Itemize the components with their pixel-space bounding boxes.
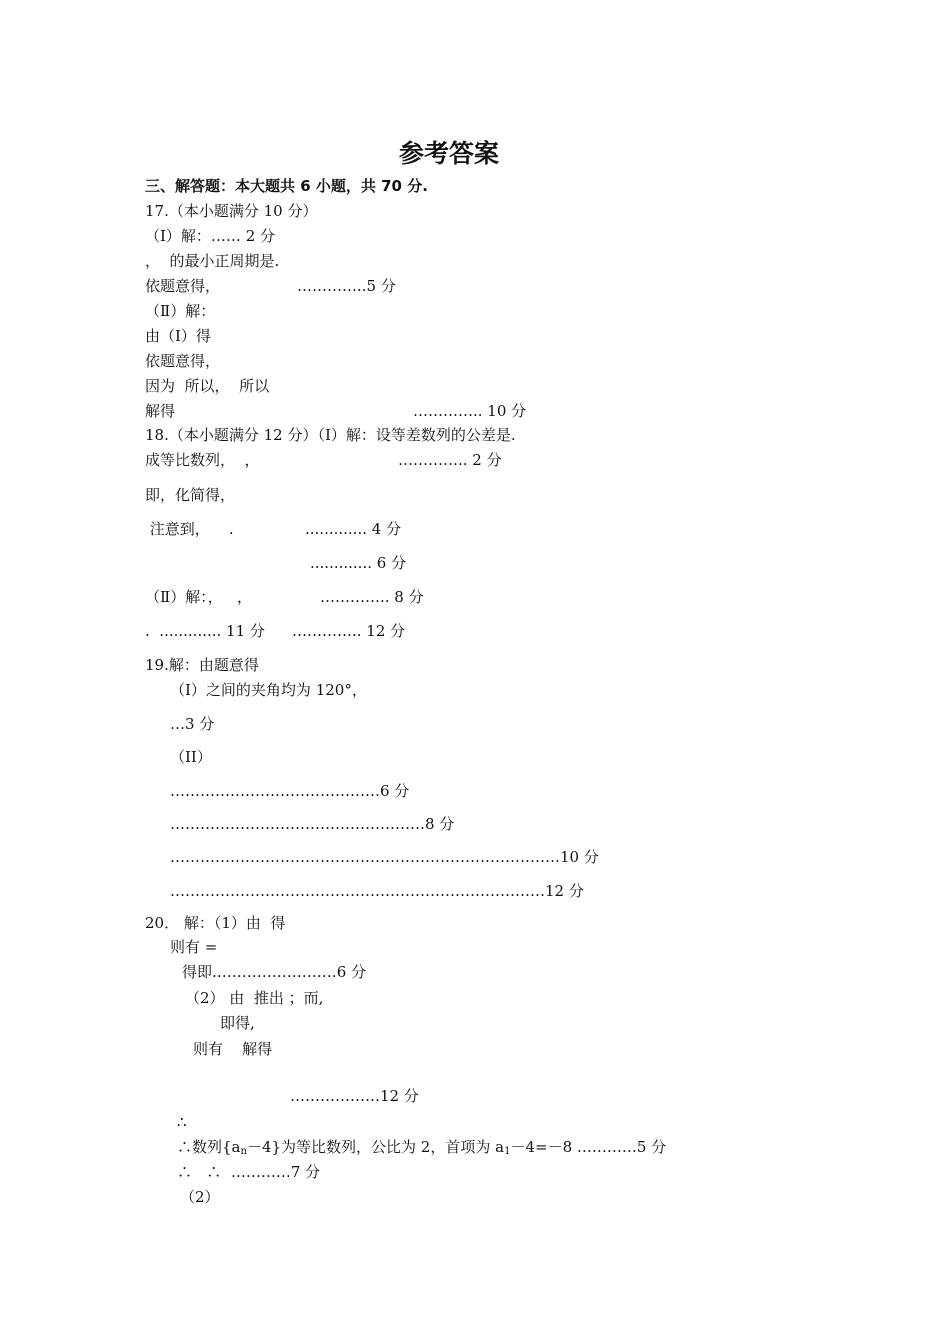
q17-because: 因为 所以， 所以 xyxy=(145,377,270,395)
q19-score-10: ……………………………………………………………………10 分 xyxy=(170,848,599,866)
q18-note: 注意到， . xyxy=(145,520,234,538)
q20-score-6: 得即.……………………6 分 xyxy=(182,963,367,981)
q20-part2: （2） 由 推出 ；而, xyxy=(185,989,324,1007)
q20-score-12: ………………12 分 xyxy=(290,1087,419,1105)
q19-angle: （I）之间的夹角均为 120°， xyxy=(170,681,367,699)
q19-score-8: ……………………………………………8 分 xyxy=(170,815,455,833)
q20-solve: 则有 解得 xyxy=(193,1040,273,1058)
q19-part2: （II） xyxy=(170,748,212,766)
q17-given: 依题意得， xyxy=(145,277,221,295)
q17-solve: 解得 xyxy=(145,402,176,420)
q20-seq-mid: －4}为等比数列，公比为 2，首项为 a xyxy=(246,1138,505,1156)
q17-period: ， 的最小正周期是. xyxy=(145,252,280,270)
q20-then: 则有 = xyxy=(170,938,218,956)
q20-part2-b: （2） xyxy=(180,1188,220,1206)
q19-score-3: …3 分 xyxy=(170,715,215,733)
q19-score-12: …………………………………………………………………12 分 xyxy=(170,882,584,900)
q18-score-4: ............. 4 分 xyxy=(305,520,402,538)
q20-therefore: ∴ xyxy=(177,1113,187,1131)
q18-score-6: ............. 6 分 xyxy=(310,554,407,572)
q18-simplify: 即，化简得， xyxy=(145,486,236,504)
q17-part1: （Ⅰ）解：…… 2 分 xyxy=(145,227,276,245)
q17-part2: （Ⅱ）解： xyxy=(145,302,216,320)
q18-score-8: ………….. 8 分 xyxy=(320,588,424,606)
q19-heading: 19.解：由题意得 xyxy=(145,656,259,674)
q17-heading: 17.（本小题满分 10 分） xyxy=(145,202,318,220)
q18-heading: 18.（本小题满分 12 分）（Ⅰ）解：设等差数列的公差是. xyxy=(145,426,516,444)
q18-geometric: 成等比数列， ， xyxy=(145,451,260,469)
q20-seq-post: －4=－8 …………5 分 xyxy=(510,1138,667,1156)
q18-score-2: ………….. 2 分 xyxy=(398,451,502,469)
q20-heading: 20． 解：（1）由 得 xyxy=(145,914,286,932)
q18-score-12: ………….. 12 分 xyxy=(292,622,406,640)
q17-score-5: …………..5 分 xyxy=(297,277,396,295)
page-title: 参考答案 xyxy=(398,139,499,168)
q18-score-11: . ............. 11 分 xyxy=(145,622,265,640)
q20-seq-pre: ∴数列{a xyxy=(177,1138,241,1156)
q17-from-part1: 由（Ⅰ）得 xyxy=(145,327,211,345)
q17-score-10: ………….. 10 分 xyxy=(413,402,527,420)
q20-get: 即得, xyxy=(220,1014,255,1032)
section-header: 三、解答题：本大题共 6 小题，共 70 分. xyxy=(145,177,428,195)
q20-geometric-seq xyxy=(177,1137,666,1162)
q18-part2: （Ⅱ）解：， ， xyxy=(145,588,253,606)
q17-given-2: 依题意得， xyxy=(145,352,221,370)
q20-seq-sub-1: 1 xyxy=(504,1146,511,1157)
q20-score-7: ∴ ∴ …………7 分 xyxy=(177,1163,321,1181)
q20-seq-sub-n: n xyxy=(240,1146,247,1157)
q19-score-6: ……………………………………6 分 xyxy=(170,782,410,800)
